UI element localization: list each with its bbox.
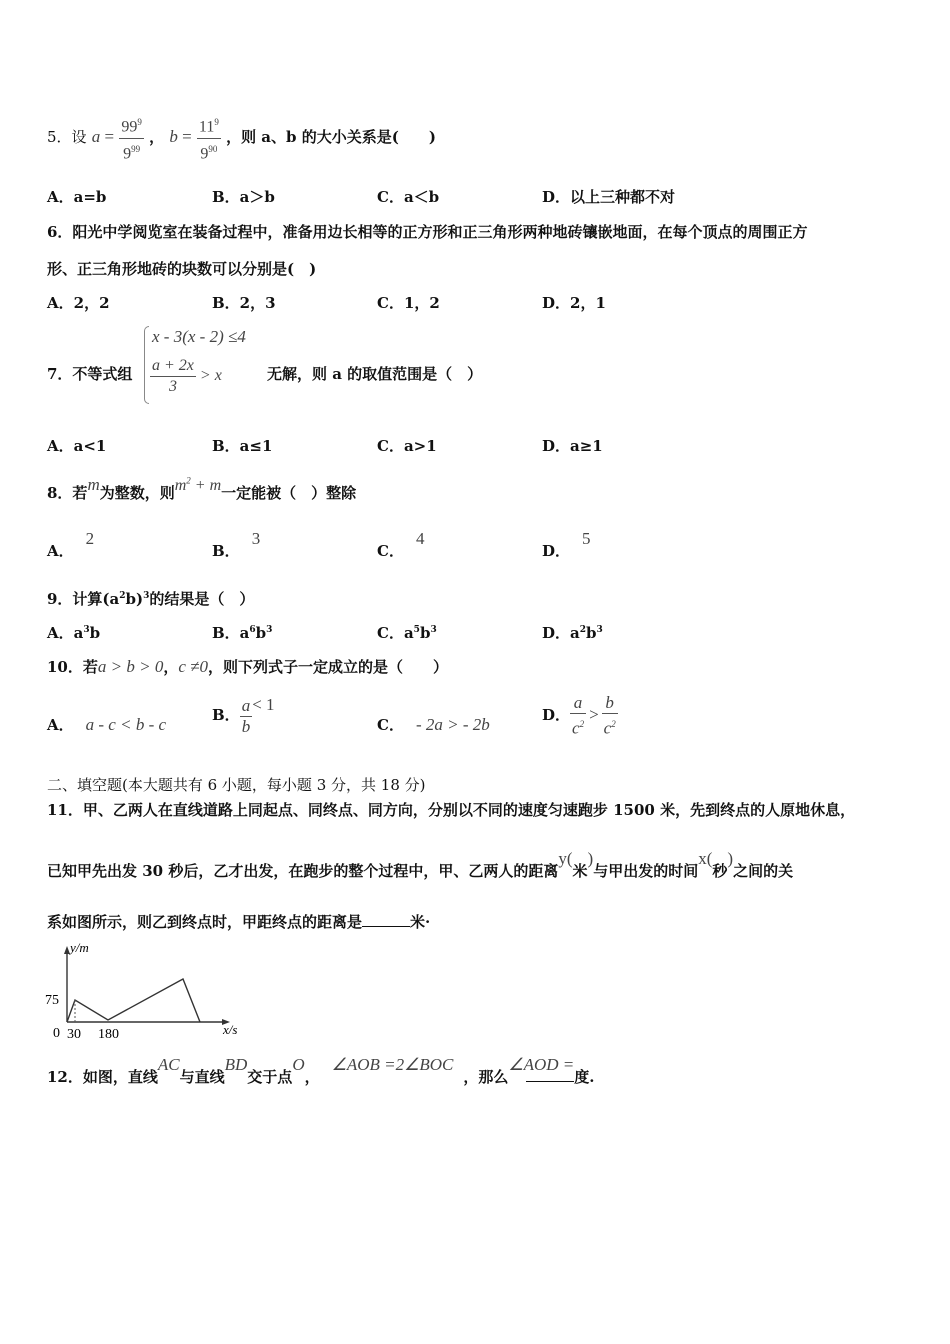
q10-option-c-expr: - 2a > - 2b [415, 715, 490, 734]
q10-option-d-right-fraction [602, 693, 618, 739]
q12-mid1: 与直线 [179, 1068, 225, 1086]
q10-tail: ，则下列式子一定成立的是（ ） [207, 658, 448, 676]
q10-option-d-left-fraction [570, 693, 586, 739]
q10-option-b-den: b [241, 716, 251, 736]
q5-a-var: a [91, 127, 101, 146]
q10-option-d-lden-exp: 2 [579, 719, 585, 730]
q11-line2 [47, 849, 794, 881]
q10-option-a-label: A． [47, 716, 74, 734]
q9-option-a-e1: 3 [83, 625, 90, 635]
q9-option-d-e1: 2 [579, 625, 586, 635]
q11-x-close: ) [727, 849, 734, 868]
q8-option-c-value: 4 [415, 529, 425, 548]
q6-option-a[interactable]: A．2，2 [47, 294, 110, 312]
q9-option-a[interactable] [47, 622, 100, 643]
q5-a-denominator: 9 [123, 144, 132, 162]
q11-line3-tail: 米· [410, 913, 431, 931]
q11-line3-text: 系如图所示，则乙到终点时，甲距终点的距离是 [47, 913, 363, 931]
q5-option-c[interactable]: C．a＜b [377, 188, 440, 206]
q7-number: 7．不等式组 [47, 365, 133, 383]
q10-option-d-rnum: b [602, 693, 618, 714]
q10-option-c[interactable] [377, 714, 490, 735]
q9-option-d-label: D．a [542, 624, 580, 642]
q9-option-c-e2: 3 [430, 625, 437, 635]
q5-b-num-exp: 9 [214, 117, 219, 128]
q8-option-c-label: C． [377, 542, 404, 560]
q11-y-unit: 米 [572, 862, 588, 880]
q12-bd: BD [224, 1055, 248, 1074]
q7-option-b[interactable]: B．a≤1 [212, 437, 273, 455]
q9-option-c-e1: 5 [413, 625, 420, 635]
q10-number: 10．若 [47, 658, 98, 676]
q8-mid: 为整数，则 [99, 484, 175, 502]
q10-cond2: c ≠0 [178, 657, 208, 676]
q10-option-d[interactable] [542, 690, 618, 740]
q8-option-b-label: B． [212, 542, 240, 560]
q8-option-d[interactable] [542, 529, 591, 561]
q6-option-c[interactable]: C．1，2 [377, 294, 440, 312]
q12-number: 12．如图，直线 [47, 1068, 158, 1086]
q8-var-m: m [87, 475, 100, 494]
q10-option-a[interactable] [47, 714, 166, 735]
graph-distance-line [67, 979, 200, 1022]
q10-option-d-lnum: a [570, 693, 586, 714]
q5-comma: ， [149, 128, 165, 146]
q12-comma: ， [304, 1068, 320, 1086]
q6-line1: 6．阳光中学阅览室在装备过程中，准备用边长相等的正方形和正三角形两种地砖镶嵌地面，在每个顶点的周围正方 [47, 223, 808, 241]
q10-option-b-tail: < 1 [252, 695, 275, 714]
q9-exp1: 2 [119, 591, 126, 601]
q5-b-fraction [197, 112, 221, 164]
q9-option-d[interactable] [542, 622, 603, 643]
q11-line2-a: 已知甲先出发 30 秒后，乙才出发，在跑步的整个过程中，甲、乙两人的距离 [47, 862, 559, 880]
q7-brace [144, 326, 149, 404]
q10-cond1: a > b > 0 [97, 657, 164, 676]
q11-y-close: ) [587, 849, 594, 868]
q7-frac-den: 3 [168, 378, 177, 395]
q9-option-c-b: b [419, 624, 431, 642]
q6-line2: 形、正三角形地砖的块数可以分别是( ) [47, 260, 317, 278]
q10-option-b-num: a [241, 695, 251, 715]
q8-option-a[interactable] [47, 529, 95, 561]
q11-line2-c: 之间的关 [733, 862, 794, 880]
q10-stem [47, 656, 448, 677]
q8-expr [175, 477, 221, 494]
q5-b-den-exp: 90 [208, 143, 218, 154]
q5-a-numerator: 99 [121, 118, 138, 136]
q5-a-eq: = [100, 127, 115, 146]
graph-origin-label: 0 [53, 1026, 60, 1041]
q8-tail: 一定能被（ ）整除 [221, 484, 357, 502]
q8-option-d-label: D． [542, 542, 571, 560]
q7-frac-num: a + 2x [150, 356, 196, 377]
q9-option-a-b: b [89, 624, 101, 642]
q8-option-d-value: 5 [582, 529, 591, 548]
q8-option-c[interactable] [377, 529, 425, 561]
q7-option-c[interactable]: C．a>1 [377, 437, 437, 455]
q12-angle-eq: ∠AOB =2∠BOC [331, 1055, 454, 1074]
q7-option-a[interactable]: A．a<1 [47, 437, 107, 455]
q5-option-b[interactable]: B．a＞b [212, 188, 275, 206]
q5-b-denominator: 9 [200, 144, 209, 162]
q8-option-a-value: 2 [85, 529, 95, 548]
q10-option-d-rden-exp: 2 [611, 719, 616, 730]
q5-a-fraction [119, 112, 144, 164]
q12-mid2: 交于点 [247, 1068, 293, 1086]
q8-option-b-value: 3 [251, 529, 261, 548]
q12-aod: ∠AOD = [508, 1055, 575, 1074]
q10-option-b-label: B． [212, 706, 240, 724]
q9-option-d-b: b [586, 624, 597, 642]
q10-option-d-rden: c [603, 718, 612, 738]
q11-answer-blank[interactable] [362, 912, 410, 927]
q9-pre: 9．计算(a [47, 590, 120, 608]
q9-option-b-e1: 6 [249, 625, 256, 635]
q5-stem [47, 112, 436, 162]
q12-o: O [292, 1055, 305, 1074]
q12-tail: 度. [574, 1068, 595, 1086]
q9-option-a-label: A．a [47, 624, 84, 642]
q9-exp2: 3 [143, 591, 150, 601]
q7-inequality-2 [150, 356, 222, 397]
q5-b-var: b [169, 127, 178, 146]
q8-expr-tail: + m [190, 477, 222, 494]
q9-stem [47, 588, 254, 609]
q9-option-c-label: C．a [377, 624, 414, 642]
section-2-title: 二、填空题(本大题共有 6 小题，每小题 3 分，共 18 分) [47, 776, 426, 794]
q10-option-d-label: D． [542, 706, 571, 724]
q6-option-b[interactable]: B．2，3 [212, 294, 276, 312]
q5-a-num-exp: 9 [137, 117, 142, 128]
q12-stem [47, 1055, 595, 1087]
q7-tail: 无解，则 a 的取值范围是（ ） [267, 365, 483, 383]
q11-x-unit: 秒 [712, 862, 728, 880]
q5-a-den-exp: 99 [131, 143, 141, 154]
q6-option-d[interactable]: D．2，1 [542, 294, 606, 312]
q8-expr-base: m [174, 477, 187, 494]
q9-option-d-e2: 3 [596, 625, 603, 635]
graph-y-tick-75: 75 [45, 993, 59, 1008]
q11-line2-b: 与甲出发的时间 [593, 862, 699, 880]
q12-mid3: ，那么 [463, 1068, 509, 1086]
q5-b-eq: = [177, 127, 192, 146]
q7-option-d[interactable]: D．a≥1 [542, 437, 603, 455]
q7-inequality-1: x - 3(x - 2) ≤4 [152, 327, 246, 346]
q8-stem [47, 475, 357, 503]
q11-x-symbol: x( [698, 849, 713, 868]
q9-option-b[interactable] [212, 622, 272, 643]
q7-fraction [150, 356, 196, 397]
q9-mid: b) [125, 590, 144, 608]
q10-option-d-op: > [589, 705, 599, 724]
q11-y-symbol: y( [558, 849, 573, 868]
q10-option-b-fraction [240, 696, 253, 737]
q5-tail: ，则 a、b 的大小关系是( ) [226, 128, 436, 146]
q11-graph [40, 940, 260, 1045]
q11-line1: 11．甲、乙两人在直线道路上同起点、同终点、同方向，分别以不同的速度匀速跑步 1500 米，先到终点的人原地休息， [47, 801, 856, 819]
q8-option-a-label: A． [47, 542, 74, 560]
q10-option-c-label: C． [377, 716, 404, 734]
graph-x-tick-30: 30 [67, 1027, 81, 1042]
q5-option-a[interactable]: A．a=b [47, 188, 107, 206]
graph-x-label: x/s [223, 1022, 238, 1037]
q5-number: 5．设 [47, 128, 87, 146]
graph-y-label: y/m [70, 940, 89, 955]
q8-option-b[interactable] [212, 529, 261, 561]
q9-option-b-b: b [255, 624, 267, 642]
q12-ac: AC [157, 1055, 180, 1074]
q10-comma: ， [163, 658, 179, 676]
q7-ineq2-tail: > x [199, 367, 222, 385]
q11-line3 [47, 911, 430, 932]
q10-option-a-expr: a - c < b - c [85, 715, 167, 734]
q9-option-c[interactable] [377, 622, 437, 643]
q5-b-numerator: 11 [198, 118, 215, 136]
q10-option-d-lden: c [572, 718, 580, 738]
q10-option-b[interactable] [212, 690, 275, 740]
graph-x-tick-180: 180 [98, 1027, 119, 1042]
q9-option-b-e2: 3 [266, 625, 273, 635]
q8-number: 8．若 [47, 484, 88, 502]
q9-tail: 的结果是（ ） [149, 590, 255, 608]
q9-option-b-label: B．a [212, 624, 250, 642]
q5-option-d[interactable]: D．以上三种都不对 [542, 188, 676, 206]
q8-expr-exp: 2 [186, 475, 191, 486]
